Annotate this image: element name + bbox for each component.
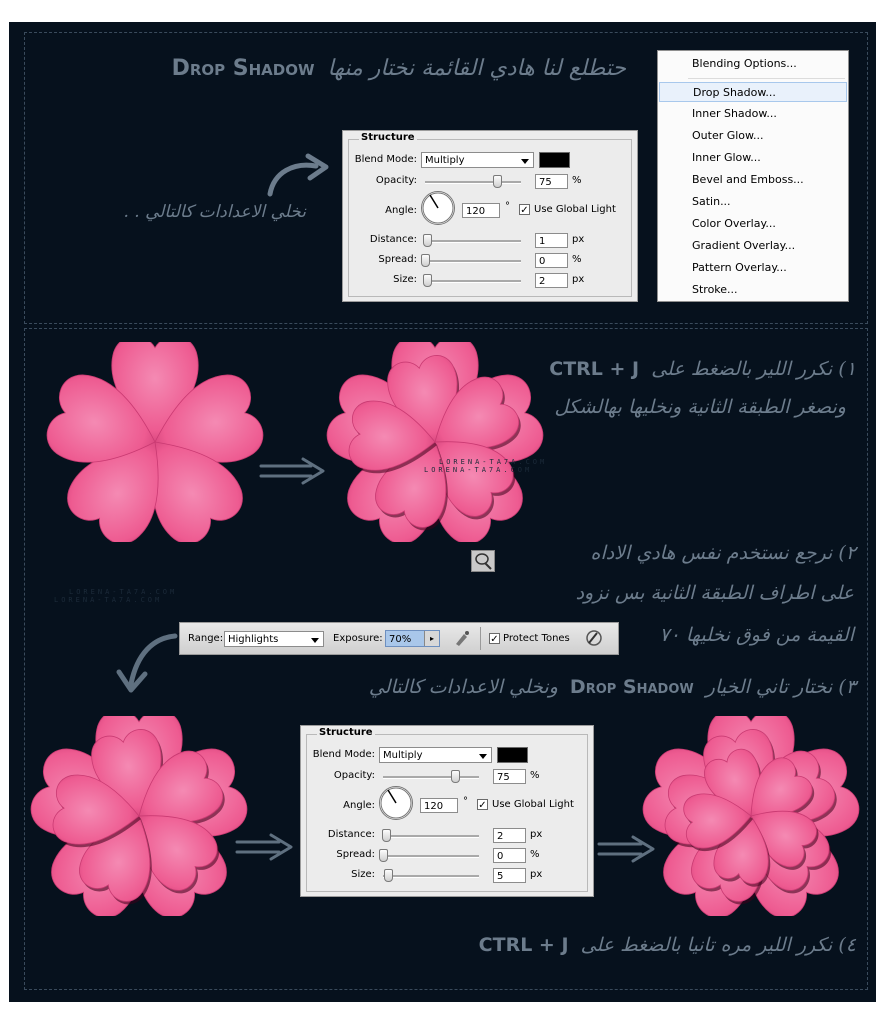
right-arrow-icon: [235, 832, 295, 862]
layer-style-menu: [657, 50, 849, 302]
angle-degree: °: [505, 201, 510, 212]
chevron-down-icon: [311, 638, 319, 643]
toolbar-divider: [480, 627, 481, 650]
size-slider[interactable]: [383, 875, 479, 878]
flower-final: [641, 716, 861, 916]
exposure-stepper-icon[interactable]: ▸: [424, 631, 439, 646]
range-value: Highlights: [228, 634, 279, 645]
size-input[interactable]: 5: [493, 868, 526, 883]
pressure-icon[interactable]: [584, 628, 604, 648]
flower-duplicated: [325, 342, 548, 542]
chevron-down-icon: [521, 159, 529, 164]
opacity-label: Opacity:: [375, 175, 417, 186]
distance-slider-thumb[interactable]: [382, 829, 391, 842]
step2-line3: القيمة من فوق نخليها ٧٠: [659, 624, 854, 646]
size-slider[interactable]: [425, 280, 521, 283]
dodge-tool-icon: [471, 550, 495, 572]
step2-line1-text: ٢) نرجع نستخدم نفس هادي الاداه: [590, 542, 856, 564]
distance-unit: px: [530, 829, 543, 840]
spread-slider-thumb[interactable]: [421, 254, 430, 267]
opacity-label: Opacity:: [333, 770, 375, 781]
intro-subtext: نخلي الاعدادات كالتالي . .: [123, 202, 306, 222]
angle-label: Angle:: [385, 205, 417, 216]
flower-petals-layered: [325, 342, 548, 542]
exposure-value: 70%: [389, 634, 412, 645]
opacity-unit: %: [530, 770, 540, 781]
protect-tones-checkbox[interactable]: ✓: [490, 634, 499, 645]
spread-input[interactable]: 0: [535, 253, 568, 268]
drop-shadow-panel-1: [342, 130, 638, 302]
spread-unit: %: [572, 254, 582, 265]
size-unit: px: [530, 869, 543, 880]
intro-heading-text: حتطلع لنا هادي القائمة نختار منها: [327, 56, 626, 81]
angle-dial[interactable]: [421, 191, 455, 225]
menu-item[interactable]: Gradient Overlay...: [692, 239, 796, 252]
blend-mode-value: Multiply: [383, 750, 423, 761]
menu-separator: [688, 78, 845, 79]
size-input[interactable]: 2: [535, 273, 568, 288]
blend-mode-label: Blend Mode:: [312, 749, 375, 760]
spread-slider[interactable]: [425, 260, 521, 263]
airbrush-icon[interactable]: [452, 628, 472, 648]
flower-petals-layered: [29, 716, 249, 916]
flower-petals: [45, 342, 265, 542]
menu-item[interactable]: Color Overlay...: [692, 217, 776, 230]
drop-shadow-panel-2: [300, 725, 594, 897]
opacity-unit: %: [572, 175, 582, 186]
spread-label: Spread:: [378, 254, 417, 265]
watermark-4: LORENA-TA7A.COM: [54, 596, 163, 604]
global-light-label: Use Global Light: [492, 799, 574, 810]
spread-unit: %: [530, 849, 540, 860]
blend-mode-select[interactable]: [421, 152, 534, 168]
structure-legend: Structure: [361, 132, 415, 143]
structure-legend: Structure: [319, 727, 373, 738]
watermark-2: LORENA-TA7A.COM: [424, 466, 533, 474]
opacity-slider-thumb[interactable]: [493, 175, 502, 188]
spread-input[interactable]: 0: [493, 848, 526, 863]
distance-input[interactable]: 1: [535, 233, 568, 248]
chevron-down-icon: [479, 754, 487, 759]
distance-label: Distance:: [327, 829, 375, 840]
angle-input[interactable]: 120: [420, 798, 458, 813]
opacity-input[interactable]: 75: [493, 769, 526, 784]
global-light-checkbox[interactable]: ✓: [478, 800, 487, 811]
step3-line: [369, 676, 856, 698]
protect-tones-label: Protect Tones: [503, 633, 570, 644]
opacity-slider[interactable]: [425, 181, 521, 184]
size-slider-thumb[interactable]: [423, 274, 432, 287]
shadow-color-swatch[interactable]: [497, 747, 528, 763]
flower-original: [45, 342, 265, 542]
menu-item[interactable]: Drop Shadow...: [659, 82, 847, 102]
menu-item[interactable]: Inner Glow...: [692, 151, 761, 164]
blend-mode-select[interactable]: [379, 747, 492, 763]
angle-label: Angle:: [343, 800, 375, 811]
range-label: Range:: [188, 633, 224, 644]
angle-degree: °: [463, 796, 468, 807]
menu-item[interactable]: Satin...: [692, 195, 731, 208]
step1-line1-text: ١) نكرر اللير بالضغط على: [651, 358, 856, 380]
menu-item[interactable]: Bevel and Emboss...: [692, 173, 804, 186]
distance-slider[interactable]: [383, 835, 479, 838]
menu-item[interactable]: Stroke...: [692, 283, 738, 296]
step4-keys: CTRL + J: [478, 934, 569, 956]
distance-slider-thumb[interactable]: [423, 234, 432, 247]
shadow-color-swatch[interactable]: [539, 152, 570, 168]
spread-slider[interactable]: [383, 855, 479, 858]
distance-unit: px: [572, 234, 585, 245]
exposure-input[interactable]: [385, 630, 440, 647]
blend-mode-label: Blend Mode:: [354, 154, 417, 165]
distance-input[interactable]: 2: [493, 828, 526, 843]
distance-label: Distance:: [369, 234, 417, 245]
step3-text-before: ٣) نختار تاني الخيار: [705, 676, 856, 698]
step4-text: ٤) نكرر اللير مره تانيا بالضغط على: [580, 934, 856, 956]
flower-step3-before: [29, 716, 249, 916]
global-light-label: Use Global Light: [534, 204, 616, 215]
curved-down-arrow-icon: [113, 628, 183, 698]
flower-petals-triple: [641, 716, 861, 916]
size-unit: px: [572, 274, 585, 285]
exposure-label: Exposure:: [333, 633, 383, 644]
angle-dial[interactable]: [379, 786, 413, 820]
menu-item[interactable]: Blending Options...: [692, 57, 797, 70]
size-slider-thumb[interactable]: [384, 869, 393, 882]
size-label: Size:: [393, 274, 417, 285]
step3-text-after: ونخلي الاعدادات كالتالي: [368, 676, 558, 698]
tutorial-canvas: [9, 22, 876, 1002]
dodge-options-bar: [179, 622, 619, 655]
blend-mode-value: Multiply: [425, 155, 465, 166]
menu-item[interactable]: Pattern Overlay...: [692, 261, 787, 274]
intro-heading: [172, 56, 626, 81]
step1-line1: [549, 358, 856, 380]
step2-line2: على اطراف الطبقة الثانية بس نزود: [575, 582, 854, 604]
step3-term: Drop Shadow: [569, 676, 694, 698]
global-light-checkbox[interactable]: ✓: [520, 205, 529, 216]
watermark-1: LORENA-TA7A.COM: [439, 458, 548, 466]
spread-label: Spread:: [336, 849, 375, 860]
intro-heading-term: Drop Shadow: [171, 56, 315, 81]
distance-slider[interactable]: [425, 240, 521, 243]
step2-line1: [590, 542, 856, 564]
opacity-input[interactable]: 75: [535, 174, 568, 189]
menu-item[interactable]: Inner Shadow...: [692, 107, 777, 120]
opacity-slider[interactable]: [383, 776, 479, 779]
curved-arrow-icon: [264, 150, 334, 200]
menu-item[interactable]: Outer Glow...: [692, 129, 764, 142]
angle-input[interactable]: 120: [462, 203, 500, 218]
step4-line: [479, 934, 856, 956]
step1-keys: CTRL + J: [549, 358, 640, 380]
range-select[interactable]: [224, 631, 324, 647]
size-label: Size:: [351, 869, 375, 880]
spread-slider-thumb[interactable]: [379, 849, 388, 862]
step1-line2: ونصغر الطبقة الثانية ونخليها بهالشكل: [554, 396, 846, 418]
right-arrow-icon: [259, 456, 329, 486]
opacity-slider-thumb[interactable]: [451, 770, 460, 783]
watermark-3: LORENA-TA7A.COM: [69, 588, 178, 596]
